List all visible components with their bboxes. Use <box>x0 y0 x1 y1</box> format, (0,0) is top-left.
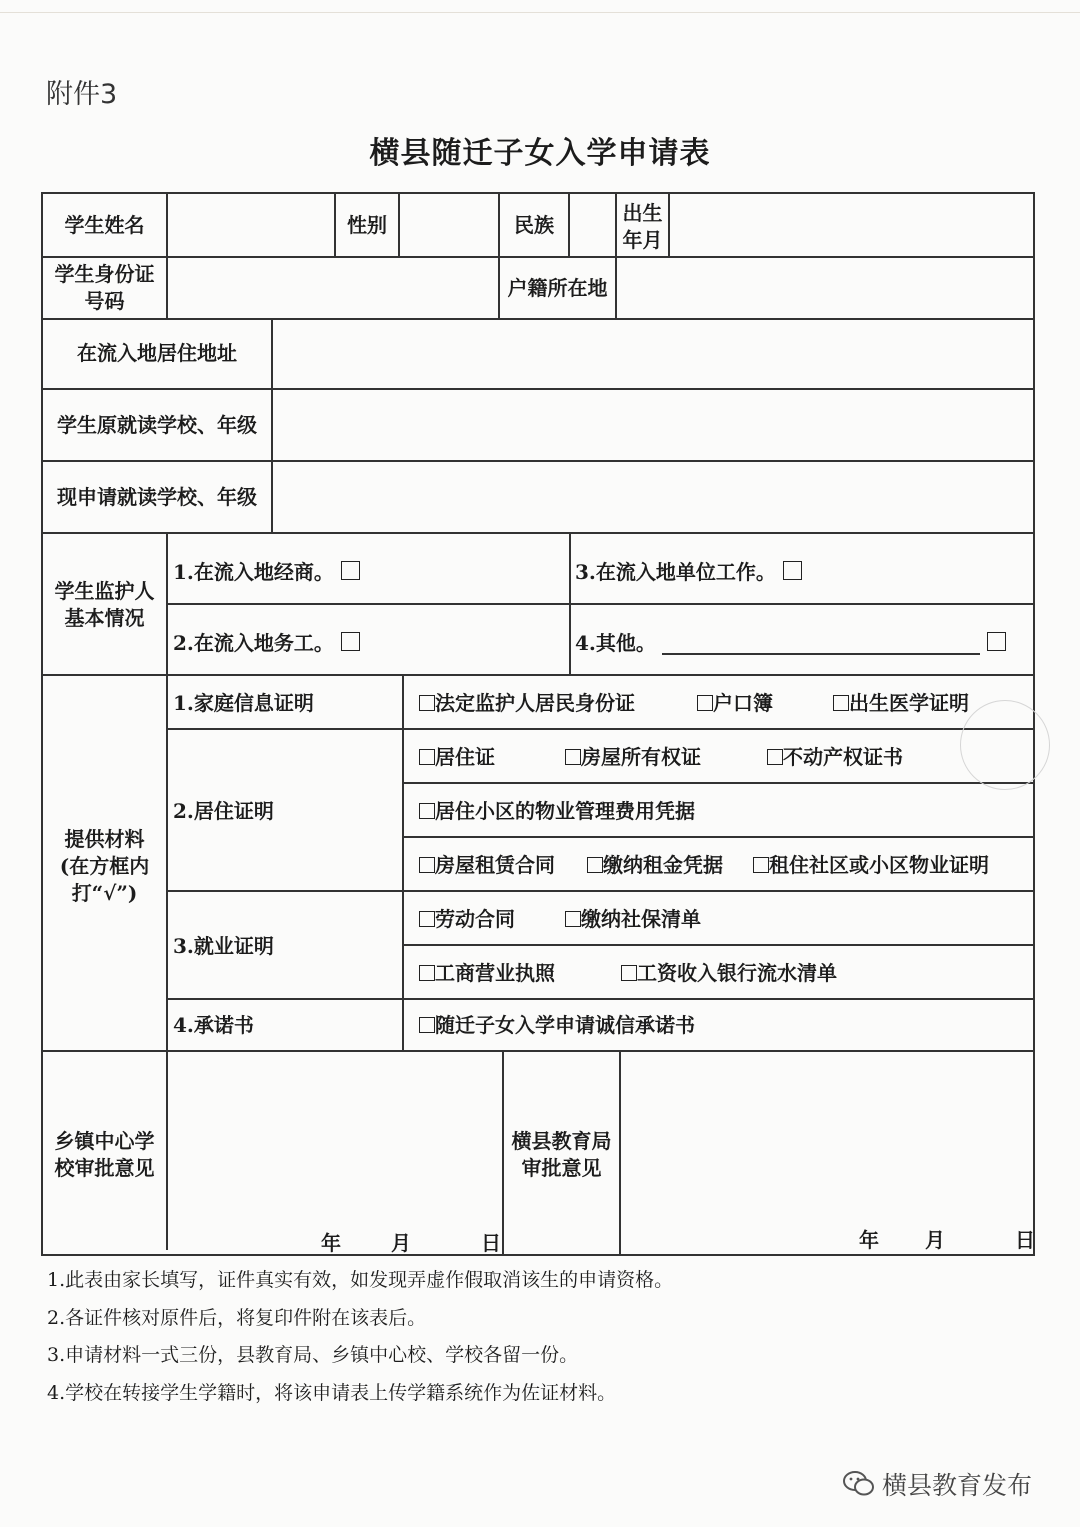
township-date-day: 日 <box>481 1231 501 1255</box>
ethnicity-label: 民族 <box>514 213 554 237</box>
materials-label: 提供材料 (在方框内 打“√”) <box>59 827 150 905</box>
col-line <box>166 532 168 1250</box>
row-line <box>43 1050 1033 1052</box>
col-line <box>569 532 571 674</box>
row-line <box>168 603 1033 605</box>
id-number-label: 学生身份证 号码 <box>54 262 155 313</box>
item-business-license[interactable]: 工商营业执照 <box>419 960 555 987</box>
row-line <box>403 782 1033 784</box>
attachment-label: 附件3 <box>46 79 118 110</box>
note-4: 4.学校在转接学生学籍时，将该申请表上传学籍系统作为佐证材料。 <box>47 1381 617 1404</box>
col-line <box>668 194 670 256</box>
item-lease-contract[interactable]: 房屋租赁合同 <box>419 852 555 879</box>
guardian-option-employer[interactable]: 3.在流入地单位工作。 <box>575 559 802 586</box>
checkbox[interactable] <box>341 561 360 580</box>
guardian-option-business[interactable]: 1.在流入地经商。 <box>173 559 360 586</box>
guardian-option-laborer[interactable]: 2.在流入地务工。 <box>173 630 360 657</box>
township-date-month: 月 <box>391 1231 411 1255</box>
item-bank-statement[interactable]: 工资收入银行流水清单 <box>621 960 837 987</box>
watermark-seal <box>960 700 1050 790</box>
brand-name: 横县教育发布 <box>882 1471 1033 1500</box>
notes <box>47 1262 673 1412</box>
row-line <box>403 944 1033 946</box>
col-line <box>402 674 404 1050</box>
original-school-label: 学生原就读学校、年级 <box>57 413 257 437</box>
note-3: 3.申请材料一式三份，县教育局、乡镇中心校、学校各留一份。 <box>47 1344 579 1366</box>
note-1: 1.此表由家长填写，证件真实有效，如发现弄虚作假取消该生的申请资格。 <box>47 1269 674 1291</box>
birth-label: 出生 年月 <box>622 201 663 252</box>
item-community-proof[interactable]: 租住社区或小区物业证明 <box>753 852 989 879</box>
col-line <box>166 194 168 318</box>
item-hukou-book[interactable]: 户口簿 <box>697 690 773 717</box>
hukou-label: 户籍所在地 <box>507 276 608 300</box>
item-social-security[interactable]: 缴纳社保清单 <box>565 906 701 933</box>
item-house-ownership[interactable]: 房屋所有权证 <box>565 744 701 771</box>
application-form-table <box>41 192 1035 1256</box>
category-family-info: 1.家庭信息证明 <box>173 691 314 715</box>
applying-school-label: 现申请就读学校、年级 <box>57 485 257 509</box>
bureau-approval-label: 横县教育局 审批意见 <box>511 1129 612 1180</box>
guardian-other-checkbox[interactable] <box>987 630 1006 657</box>
category-employment: 3.就业证明 <box>173 934 274 958</box>
col-line <box>619 1050 621 1256</box>
wechat-brand <box>842 1466 1032 1502</box>
row-line <box>168 890 1033 892</box>
township-date-year: 年 <box>321 1231 341 1255</box>
student-name-label: 学生姓名 <box>64 213 145 237</box>
row-line <box>43 388 1033 390</box>
other-fill-line <box>662 653 980 655</box>
township-approval-label: 乡镇中心学 校审批意见 <box>54 1129 155 1180</box>
col-line <box>568 194 570 256</box>
wechat-icon <box>842 1469 876 1499</box>
item-property-certificate[interactable]: 不动产权证书 <box>767 744 903 771</box>
row-line <box>403 836 1033 838</box>
note-2: 2.各证件核对原件后，将复印件附在该表后。 <box>47 1306 427 1329</box>
checkbox[interactable] <box>341 632 360 651</box>
checkbox[interactable] <box>783 561 802 580</box>
gender-label: 性别 <box>347 213 387 237</box>
row-line <box>43 318 1033 320</box>
form-title: 横县随迁子女入学申请表 <box>369 136 711 171</box>
row-line <box>168 998 1033 1000</box>
item-birth-certificate[interactable]: 出生医学证明 <box>833 690 969 717</box>
row-line <box>43 532 1033 534</box>
item-labor-contract[interactable]: 劳动合同 <box>419 906 515 933</box>
row-line <box>43 460 1033 462</box>
row-line <box>43 674 1033 676</box>
item-residence-permit[interactable]: 居住证 <box>419 744 495 771</box>
guardian-label: 学生监护人 基本情况 <box>54 579 155 630</box>
guardian-option-other: 4.其他。 <box>575 631 656 655</box>
category-residence: 2.居住证明 <box>173 799 274 823</box>
bureau-date-month: 月 <box>925 1228 945 1252</box>
item-property-fee[interactable]: 居住小区的物业管理费用凭据 <box>419 798 695 825</box>
row-line <box>168 728 1033 730</box>
item-guardian-id[interactable]: 法定监护人居民身份证 <box>419 690 635 717</box>
col-line <box>398 194 400 256</box>
col-line <box>271 318 273 532</box>
item-integrity-pledge[interactable]: 随迁子女入学申请诚信承诺书 <box>419 1012 695 1039</box>
scan-edge-line <box>0 12 1080 13</box>
bureau-date-year: 年 <box>859 1228 879 1252</box>
category-pledge: 4.承诺书 <box>173 1013 254 1037</box>
item-rent-receipt[interactable]: 缴纳租金凭据 <box>587 852 723 879</box>
bureau-date-day: 日 <box>1015 1228 1035 1252</box>
residence-address-label: 在流入地居住地址 <box>77 341 237 365</box>
row-line <box>43 256 1033 258</box>
